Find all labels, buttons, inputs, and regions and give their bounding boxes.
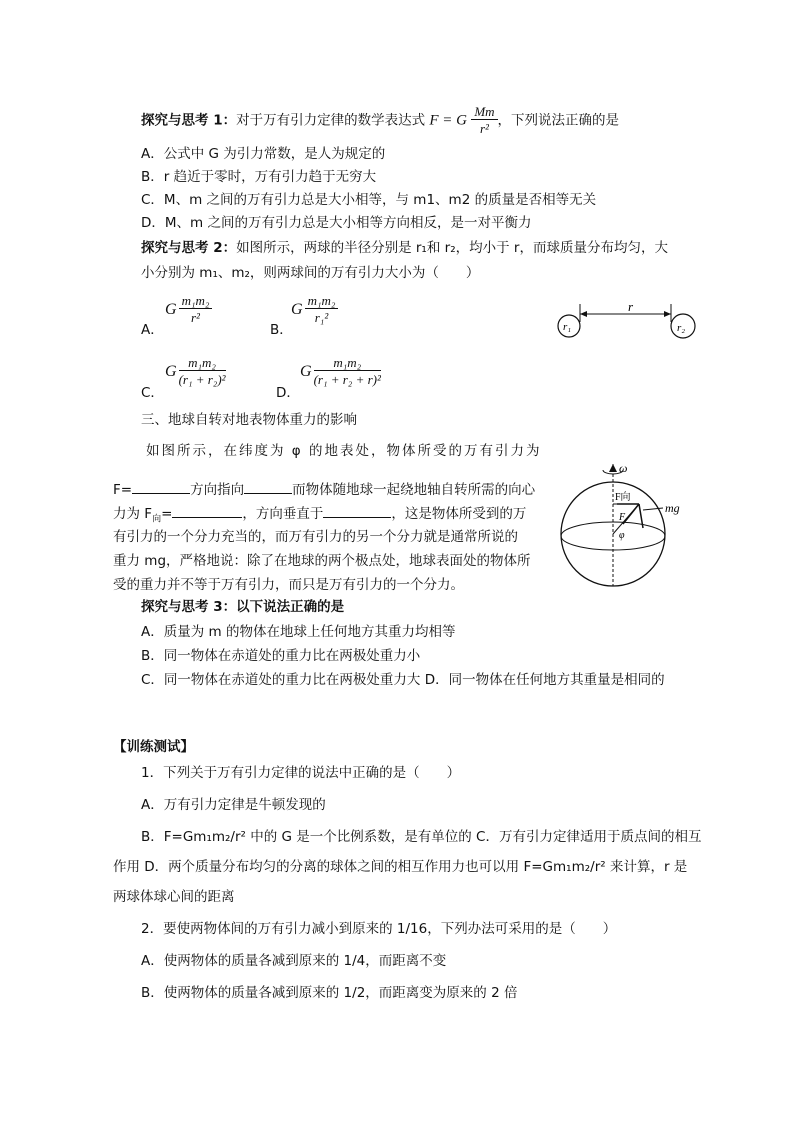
q2-option-a-label: A． [141,322,164,338]
section3-para-line5: 重力 mg，严格地说：除了在地球的两个极点处，地球表面处的物体所 [113,553,531,569]
f-label: F [619,512,626,523]
q3-option-a: A．质量为 m 的物体在地球上任何地方其重力均相等 [141,624,456,640]
q1-prefix: 对于万有引力定律的数学表达式 [236,112,426,129]
axis-arrow [609,464,617,472]
omega-label: ω [619,461,628,475]
earth-rotation-figure [553,458,693,593]
section3-para-line6: 受的重力并不等于万有引力，而只是万有引力的一个分力。 [113,577,464,593]
blank-direction[interactable] [244,479,292,494]
section3-para-line3: 力为 $F_向=$ ，方向垂直于 ，这是物体所受到的万 [113,503,526,530]
q3-option-c-d: C．同一物体在赤道处的重力比在两极处重力大 D．同一物体在任何地方其重量是相同的 [141,672,665,688]
blank-f-centripetal[interactable] [172,503,242,518]
training-q1-option-b-line2: 作用 D．两个质量分布均匀的分离的球体之间的相互作用力也可以用 F=Gm₁m₂/r² 来计算，r 是 [113,859,688,875]
section3-para-line1: 如图所示，在纬度为 φ 的地表处，物体所受的万有引力为 [146,443,542,459]
fn-label: F向 [615,492,631,503]
training-heading: 【训练测试】 [113,739,194,755]
q1-option-d: D．M、m 之间的万有引力总是大小相等方向相反，是一对平衡力 [141,215,532,231]
q2-option-d-label: D． [276,385,300,401]
q2-option-c-label: C． [141,385,164,401]
mg-label: mg [665,501,680,515]
q2-option-b-formula: G $\frac{\text{m₁m₂}}{\text{r₁²}}$ [291,293,338,326]
distance-label: r [628,299,634,314]
two-spheres-figure [550,298,700,348]
blank-f[interactable] [132,479,190,494]
training-q1-option-b-line3: 两球体球心间的距离 [113,889,235,905]
q1-label: 探究与思考 1： [141,112,237,129]
sphere-2-label: r₂ [677,322,686,334]
q2-label: 探究与思考 2： [141,240,237,256]
q3-stem: 探究与思考 3：以下说法正确的是 [141,599,345,615]
q1-option-b: B．r 趋近于零时，万有引力趋于无穷大 [141,169,377,185]
q1-suffix: ，下列说法正确的是 [497,112,620,129]
q2-option-a-formula: G $\frac{\text{m₁m₂}}{\text{r²}}$ [165,293,212,326]
q1-option-a: A．公式中 G 为引力常数，是人为规定的 [141,146,386,162]
training-q1-stem: 1．下列关于万有引力定律的说法中正确的是（ ） [141,765,461,781]
q1-formula-lhs: F = G [429,112,468,129]
section3-title: 三、地球自转对地表物体重力的影响 [141,412,357,428]
q1-formula-fraction: $\frac{Mm}{\text{r²}}$ [471,104,497,137]
training-q2-option-a: A．使两物体的质量各减到原来的 1/4，而距离不变 [141,953,447,969]
phi-label: φ [619,530,625,541]
mg-pointer [643,508,663,510]
training-q2-option-b: B．使两物体的质量各减到原来的 1/2，而距离变为原来的 2 倍 [141,985,518,1001]
q1-stem [141,104,619,137]
q3-option-b: B．同一物体在赤道处的重力比在两极处重力小 [141,648,421,664]
blank-perpendicular[interactable] [323,503,391,518]
training-q1-option-b-line1: B．F=Gm₁m₂/r² 中的 G 是一个比例系数，是有单位的 C．万有引力定律适用于质点间的相互 [141,829,702,845]
q2-option-c-formula: G $\frac{\text{m₁m₂}}{\text{(r₁ + r₂)²}}$ [165,355,226,387]
q2-stem-line2: 小分别为 m₁、m₂，则两球间的万有引力大小为（ ） [141,265,480,281]
sphere-1-label: r₁ [563,321,572,333]
q1-option-c: C．M、m 之间的万有引力总是大小相等，与 m1、m2 的质量是否相等无关 [141,192,597,208]
training-q1-option-a: A．万有引力定律是牛顿发现的 [141,797,326,813]
section3-para-line2: F= 方向指向 而物体随地球一起绕地轴自转所需的向心 [113,479,535,500]
distance-arrow-left [580,311,587,317]
q2-option-d-formula: G $\frac{\text{m₁m₂}}{\text{(r₁ + r₂ + r)²}}$ [300,355,381,387]
distance-arrow-right [664,311,671,317]
training-q2-stem: 2．要使两物体间的万有引力减小到原来的 1/16，下列办法可采用的是（ ） [141,921,617,937]
gravitation-arrow [623,504,639,524]
q2-option-b-label: B． [270,322,293,338]
q2-stem-line1: 探究与思考 2：如图所示，两球的半径分别是 r₁和 r₂，均小于 r，而球质量分布均匀，大 [141,240,668,256]
section3-para-line4: 有引力的一个分力充当的，而万有引力的另一个分力就是通常所说的 [113,529,518,545]
